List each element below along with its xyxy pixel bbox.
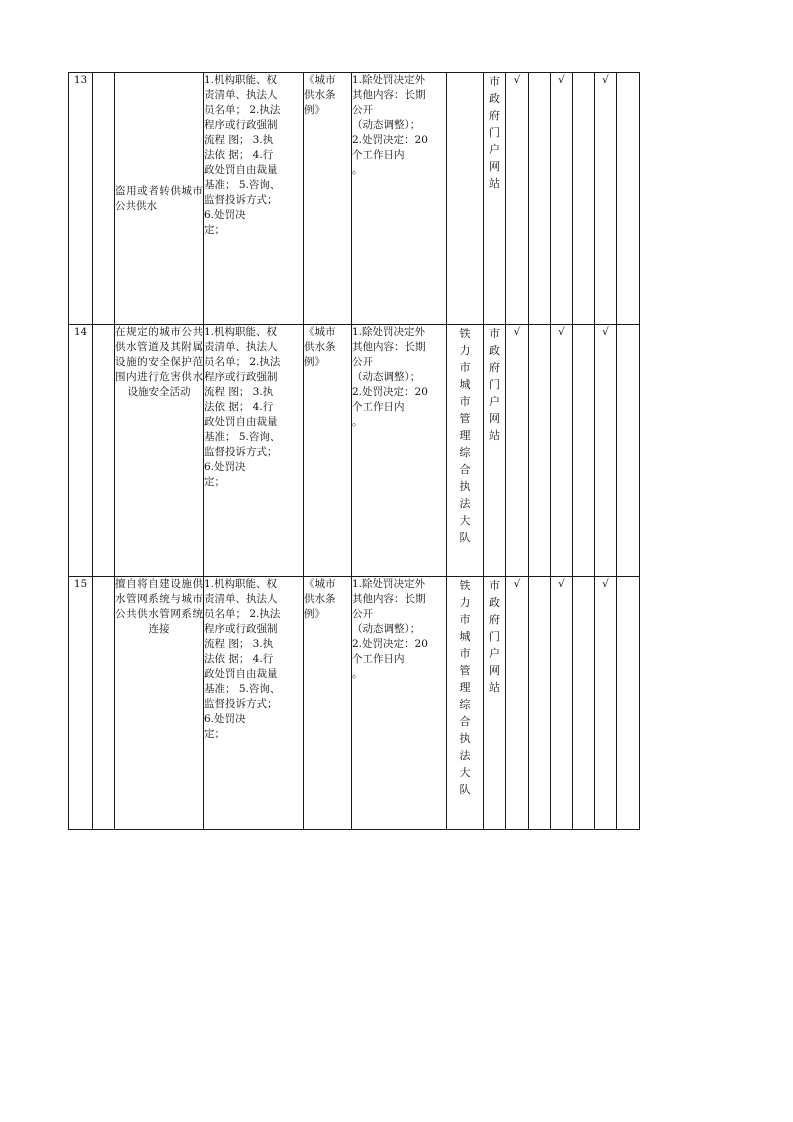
table-body xyxy=(69,73,640,830)
timing-line: 2.处罚决定：20 xyxy=(352,134,428,146)
spacer-cell xyxy=(93,577,115,830)
check-mark: √ xyxy=(595,73,617,325)
content-line: 责清单、执法人 xyxy=(204,593,278,605)
content-line: 基准； 5.咨询、 xyxy=(204,179,281,191)
disclosure-timing xyxy=(352,73,447,325)
content-line: 监督投诉方式； xyxy=(204,446,278,458)
timing-line: 2.处罚决定：20 xyxy=(352,386,428,398)
content-line: 政处罚自由裁量 xyxy=(204,164,278,176)
row-number: 15 xyxy=(69,577,93,830)
check-mark xyxy=(573,577,595,830)
content-line: 员名单； 2.执法 xyxy=(204,356,281,368)
basis-line: 例》 xyxy=(304,356,325,368)
content-line: 员名单； 2.执法 xyxy=(204,104,281,116)
table-row xyxy=(69,325,640,577)
content-line: 6.处罚决 xyxy=(204,713,246,725)
matter-name: 擅自将自建设施供水管网系统与城市公共供水管网系统连接 xyxy=(115,577,204,830)
content-line: 流程 图； 3.执 xyxy=(204,638,274,650)
timing-line: 。 xyxy=(352,668,363,680)
basis-line: 《城市 xyxy=(304,74,336,86)
basis-line: 供水条 xyxy=(304,593,336,605)
table-row xyxy=(69,73,640,325)
legal-basis xyxy=(304,325,352,577)
legal-basis xyxy=(304,73,352,325)
content-line: 程序或行政强制 xyxy=(204,119,278,131)
content-line: 政处罚自由裁量 xyxy=(204,668,278,680)
timing-line: 个工作日内 xyxy=(352,653,405,665)
timing-line: 1.除处罚决定外 xyxy=(352,74,426,86)
content-line: 1.机构职能、权 xyxy=(204,578,278,590)
timing-line: 公开 xyxy=(352,356,373,368)
check-mark: √ xyxy=(551,577,573,830)
disclosure-channel xyxy=(484,577,506,830)
timing-line: 1.除处罚决定外 xyxy=(352,326,426,338)
spacer-cell xyxy=(93,325,115,577)
content-line: 监督投诉方式； xyxy=(204,698,278,710)
timing-line: 2.处罚决定：20 xyxy=(352,638,428,650)
disclosure-content xyxy=(204,325,304,577)
timing-line: （动态调整）； xyxy=(352,371,421,383)
disclosure-subject xyxy=(447,73,484,325)
disclosure-channel xyxy=(484,325,506,577)
timing-line: 其他内容：长期 xyxy=(352,89,426,101)
check-mark xyxy=(529,325,551,577)
check-mark: √ xyxy=(595,577,617,830)
check-mark: √ xyxy=(551,325,573,577)
content-line: 1.机构职能、权 xyxy=(204,326,278,338)
check-mark xyxy=(573,73,595,325)
basis-line: 例》 xyxy=(304,608,325,620)
content-line: 6.处罚决 xyxy=(204,209,246,221)
timing-line: 公开 xyxy=(352,608,373,620)
timing-line: 。 xyxy=(352,164,363,176)
content-line: 法依 据； 4.行 xyxy=(204,401,274,413)
spacer-cell xyxy=(93,73,115,325)
timing-line: （动态调整）； xyxy=(352,119,421,131)
content-line: 程序或行政强制 xyxy=(204,371,278,383)
disclosure-timing xyxy=(352,325,447,577)
check-mark: √ xyxy=(506,73,529,325)
content-line: 流程 图； 3.执 xyxy=(204,134,274,146)
timing-line: 其他内容：长期 xyxy=(352,593,426,605)
timing-line: 1.除处罚决定外 xyxy=(352,578,426,590)
channel-text: 市政府门户网站 xyxy=(489,327,500,442)
content-line: 流程 图； 3.执 xyxy=(204,386,274,398)
channel-text: 市政府门户网站 xyxy=(489,579,500,694)
content-line: 责清单、执法人 xyxy=(204,89,278,101)
content-line: 法依 据； 4.行 xyxy=(204,653,274,665)
content-line: 基准； 5.咨询、 xyxy=(204,431,281,443)
legal-basis xyxy=(304,577,352,830)
check-mark: √ xyxy=(551,73,573,325)
check-mark xyxy=(573,325,595,577)
subject-text: 铁力市城市管理综合执法大队 xyxy=(459,579,471,796)
basis-line: 《城市 xyxy=(304,578,336,590)
content-line: 定； xyxy=(204,224,225,236)
check-mark xyxy=(617,325,640,577)
check-mark xyxy=(529,73,551,325)
basis-line: 供水条 xyxy=(304,341,336,353)
content-line: 1.机构职能、权 xyxy=(204,74,278,86)
basis-line: 《城市 xyxy=(304,326,336,338)
basis-line: 供水条 xyxy=(304,89,336,101)
disclosure-subject xyxy=(447,577,484,830)
content-line: 6.处罚决 xyxy=(204,461,246,473)
content-line: 定； xyxy=(204,476,225,488)
timing-line: 其他内容：长期 xyxy=(352,341,426,353)
content-line: 责清单、执法人 xyxy=(204,341,278,353)
subject-text: 铁力市城市管理综合执法大队 xyxy=(459,327,471,544)
check-mark xyxy=(529,577,551,830)
check-mark xyxy=(617,73,640,325)
content-line: 定； xyxy=(204,728,225,740)
disclosure-content xyxy=(204,577,304,830)
disclosure-subject xyxy=(447,325,484,577)
timing-line: （动态调整）； xyxy=(352,623,421,635)
content-line: 监督投诉方式； xyxy=(204,194,278,206)
disclosure-content xyxy=(204,73,304,325)
table-row xyxy=(69,577,640,830)
basis-line: 例》 xyxy=(304,104,325,116)
timing-line: 个工作日内 xyxy=(352,149,405,161)
channel-text: 市政府门户网站 xyxy=(489,75,500,190)
disclosure-table xyxy=(68,72,640,830)
content-line: 基准； 5.咨询、 xyxy=(204,683,281,695)
check-mark: √ xyxy=(595,325,617,577)
content-line: 法依 据； 4.行 xyxy=(204,149,274,161)
timing-line: 个工作日内 xyxy=(352,401,405,413)
disclosure-timing xyxy=(352,577,447,830)
timing-line: 公开 xyxy=(352,104,373,116)
disclosure-channel xyxy=(484,73,506,325)
check-mark xyxy=(617,577,640,830)
row-number: 13 xyxy=(69,73,93,325)
content-line: 程序或行政强制 xyxy=(204,623,278,635)
row-number: 14 xyxy=(69,325,93,577)
matter-name: 在规定的城市公共供水管道及其附属设施的安全保护范围内进行危害供水设施安全活动 xyxy=(115,325,204,577)
check-mark: √ xyxy=(506,325,529,577)
content-line: 政处罚自由裁量 xyxy=(204,416,278,428)
matter-name: 盗用或者转供城市公共供水 xyxy=(115,73,204,325)
check-mark: √ xyxy=(506,577,529,830)
content-line: 员名单； 2.执法 xyxy=(204,608,281,620)
timing-line: 。 xyxy=(352,416,363,428)
